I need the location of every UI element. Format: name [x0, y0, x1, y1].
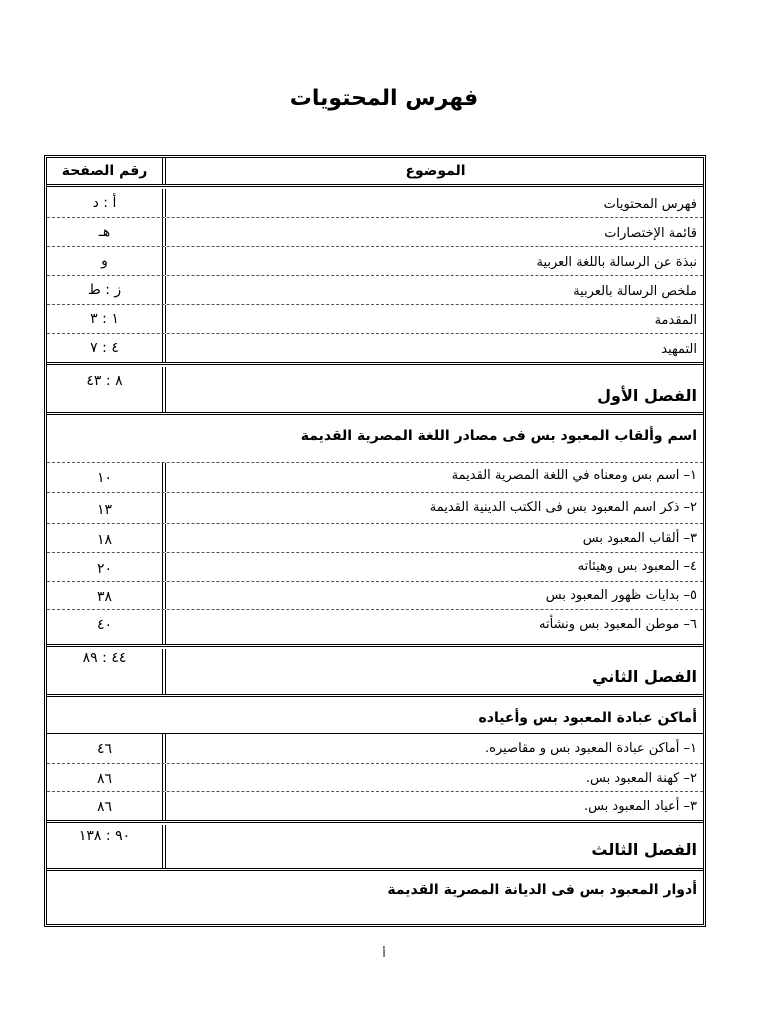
section-title: أدوار المعبود بس فى الديانة المصرية القديمة [387, 882, 697, 898]
chapter-row [47, 825, 703, 871]
toc-row [47, 334, 703, 365]
chapter-title: الفصل الثاني [592, 667, 697, 686]
section-row [47, 417, 703, 463]
toc-row [47, 582, 703, 610]
toc-header-row [47, 158, 703, 187]
chapter-row [47, 649, 703, 697]
toc-row-page: ١٠ [47, 463, 166, 492]
toc-row-page: ١ : ٣ [47, 305, 166, 333]
toc-row [47, 610, 703, 647]
toc-row [47, 524, 703, 553]
toc-row-page: ٨٦ [47, 792, 166, 820]
toc-row-topic: ٥– بدايات ظهور المعبود بس [545, 588, 697, 603]
chapter-pages: ٩٠ : ١٣٨ [47, 825, 166, 868]
toc-row [47, 218, 703, 247]
toc-row-page: ٤٠ [47, 610, 166, 644]
section-row [47, 699, 703, 734]
toc-row-topic: ٦– موطن المعبود بس ونشأته [539, 617, 697, 632]
toc-row-topic: ٤– المعبود بس وهيئاته [577, 559, 697, 574]
toc-row-page: ٤٦ [47, 734, 166, 763]
topic-column-header: الموضوع [405, 163, 466, 179]
chapter-title: الفصل الثالث [591, 840, 697, 859]
toc-row-topic: ١– اسم بس ومعناه في اللغة المصرية القديمة [451, 468, 697, 483]
section-title: اسم وألقاب المعبود بس فى مصادر اللغة المصرية القديمة [300, 428, 697, 444]
toc-row-topic: ١– أماكن عبادة المعبود بس و مقاصيره. [485, 741, 697, 756]
chapter-pages: ٤٤ : ٨٩ [47, 649, 166, 694]
toc-table [44, 155, 706, 927]
chapter-title: الفصل الأول [597, 386, 697, 405]
toc-row [47, 189, 703, 218]
toc-row [47, 764, 703, 792]
toc-row-topic: التمهيد [661, 342, 697, 357]
chapter-row [47, 367, 703, 415]
toc-row-page: و [47, 247, 166, 275]
toc-row-topic: المقدمة [654, 313, 697, 328]
section-title: أماكن عبادة المعبود بس وأعياده [478, 710, 697, 726]
toc-row-page: أ : د [47, 189, 166, 217]
toc-row [47, 734, 703, 764]
toc-row-page: ٣٨ [47, 582, 166, 609]
toc-row-page: هـ [47, 218, 166, 246]
toc-row-topic: ٢– ذكر اسم المعبود بس فى الكتب الدينية القديمة [429, 500, 697, 515]
toc-row-topic: ملخص الرسالة بالعربية [573, 284, 697, 299]
toc-row [47, 493, 703, 524]
toc-row-page: ٢٠ [47, 553, 166, 581]
toc-row [47, 305, 703, 334]
toc-row-page: ٨٦ [47, 764, 166, 791]
chapter-pages: ٨ : ٤٣ [47, 367, 166, 412]
toc-row-page: ١٨ [47, 524, 166, 552]
section-row [47, 873, 703, 924]
toc-row-page: ١٣ [47, 493, 166, 523]
page-column-header: رقم الصفحة [47, 158, 166, 184]
toc-row [47, 792, 703, 823]
toc-row-topic: فهرس المحتويات [603, 197, 697, 212]
page-title: فهرس المحتويات [289, 86, 479, 111]
toc-row [47, 247, 703, 276]
toc-row [47, 463, 703, 493]
toc-row-topic: ٣– ألقاب المعبود بس [582, 531, 697, 546]
toc-row [47, 276, 703, 305]
page-number: أ [382, 947, 386, 960]
toc-row-page: ز : ط [47, 276, 166, 304]
toc-row-topic: ٢– كهنة المعبود بس. [585, 771, 697, 786]
toc-row-page: ٤ : ٧ [47, 334, 166, 362]
toc-row-topic: قائمة الإختصارات [604, 226, 697, 241]
toc-row [47, 553, 703, 582]
toc-row-topic: ٣– أعياد المعبود بس. [583, 799, 697, 814]
toc-row-topic: نبذة عن الرسالة باللغة العربية [536, 255, 697, 270]
